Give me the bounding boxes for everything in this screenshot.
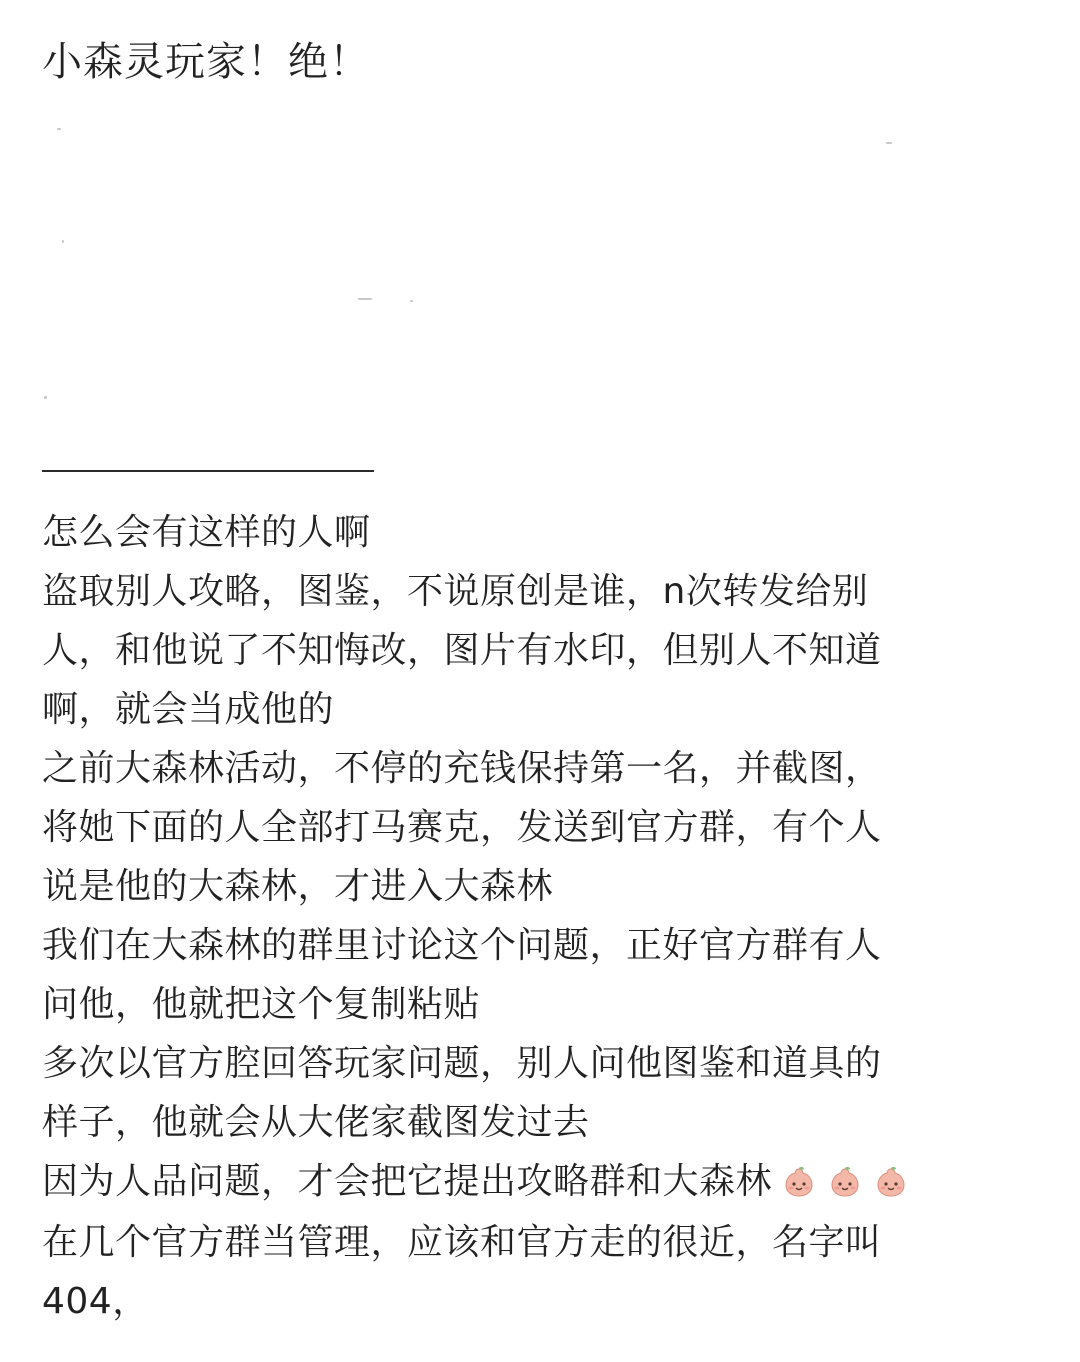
artifact-speck: [886, 142, 892, 144]
body-line: 404，: [42, 1280, 149, 1322]
body-line: 说是他的大森林，才进入大森林: [42, 866, 554, 907]
body-line: 盗取别人攻略，图鉴，不说原创是谁，n次转发给别: [42, 571, 869, 612]
body-line: 多次以官方腔回答玩家问题，别人问他图鉴和道具的: [42, 1043, 882, 1084]
body-line: 问他，他就把这个复制粘贴: [42, 984, 481, 1025]
body-line-with-emoji: [42, 1152, 1012, 1213]
body-line: 我们在大森林的群里讨论这个问题，正好官方群有人: [42, 925, 882, 966]
section-divider: [42, 470, 374, 472]
peach-face-icon: [782, 1165, 816, 1199]
artifact-speck: [410, 300, 413, 302]
peach-face-icon: [828, 1165, 862, 1199]
body-line: 样子，他就会从大佬家截图发过去: [42, 1102, 590, 1143]
artifact-speck: [57, 128, 61, 130]
peach-face-icon: [874, 1165, 908, 1199]
body-line: 啊，就会当成他的: [42, 689, 335, 730]
body-line: 人，和他说了不知悔改，图片有水印，但别人不知道: [42, 630, 882, 671]
body-line: 在几个官方群当管理，应该和官方走的很近，名字叫: [42, 1221, 882, 1263]
body-line: 怎么会有这样的人啊: [42, 512, 371, 553]
artifact-speck: [358, 298, 372, 300]
body-line: 之前大森林活动，不停的充钱保持第一名，并截图，: [42, 748, 882, 789]
body-line: 将她下面的人全部打马赛克，发送到官方群，有个人: [42, 807, 882, 848]
artifact-speck: [44, 396, 47, 399]
emoji-row: [776, 1154, 914, 1213]
post-body: [42, 503, 1012, 1331]
body-line: 因为人品问题，才会把它提出攻略群和大森林: [42, 1161, 773, 1202]
artifact-speck: [62, 240, 64, 243]
blank-image-area: [0, 100, 1080, 450]
post-title: 小森灵玩家！绝！: [42, 39, 370, 85]
